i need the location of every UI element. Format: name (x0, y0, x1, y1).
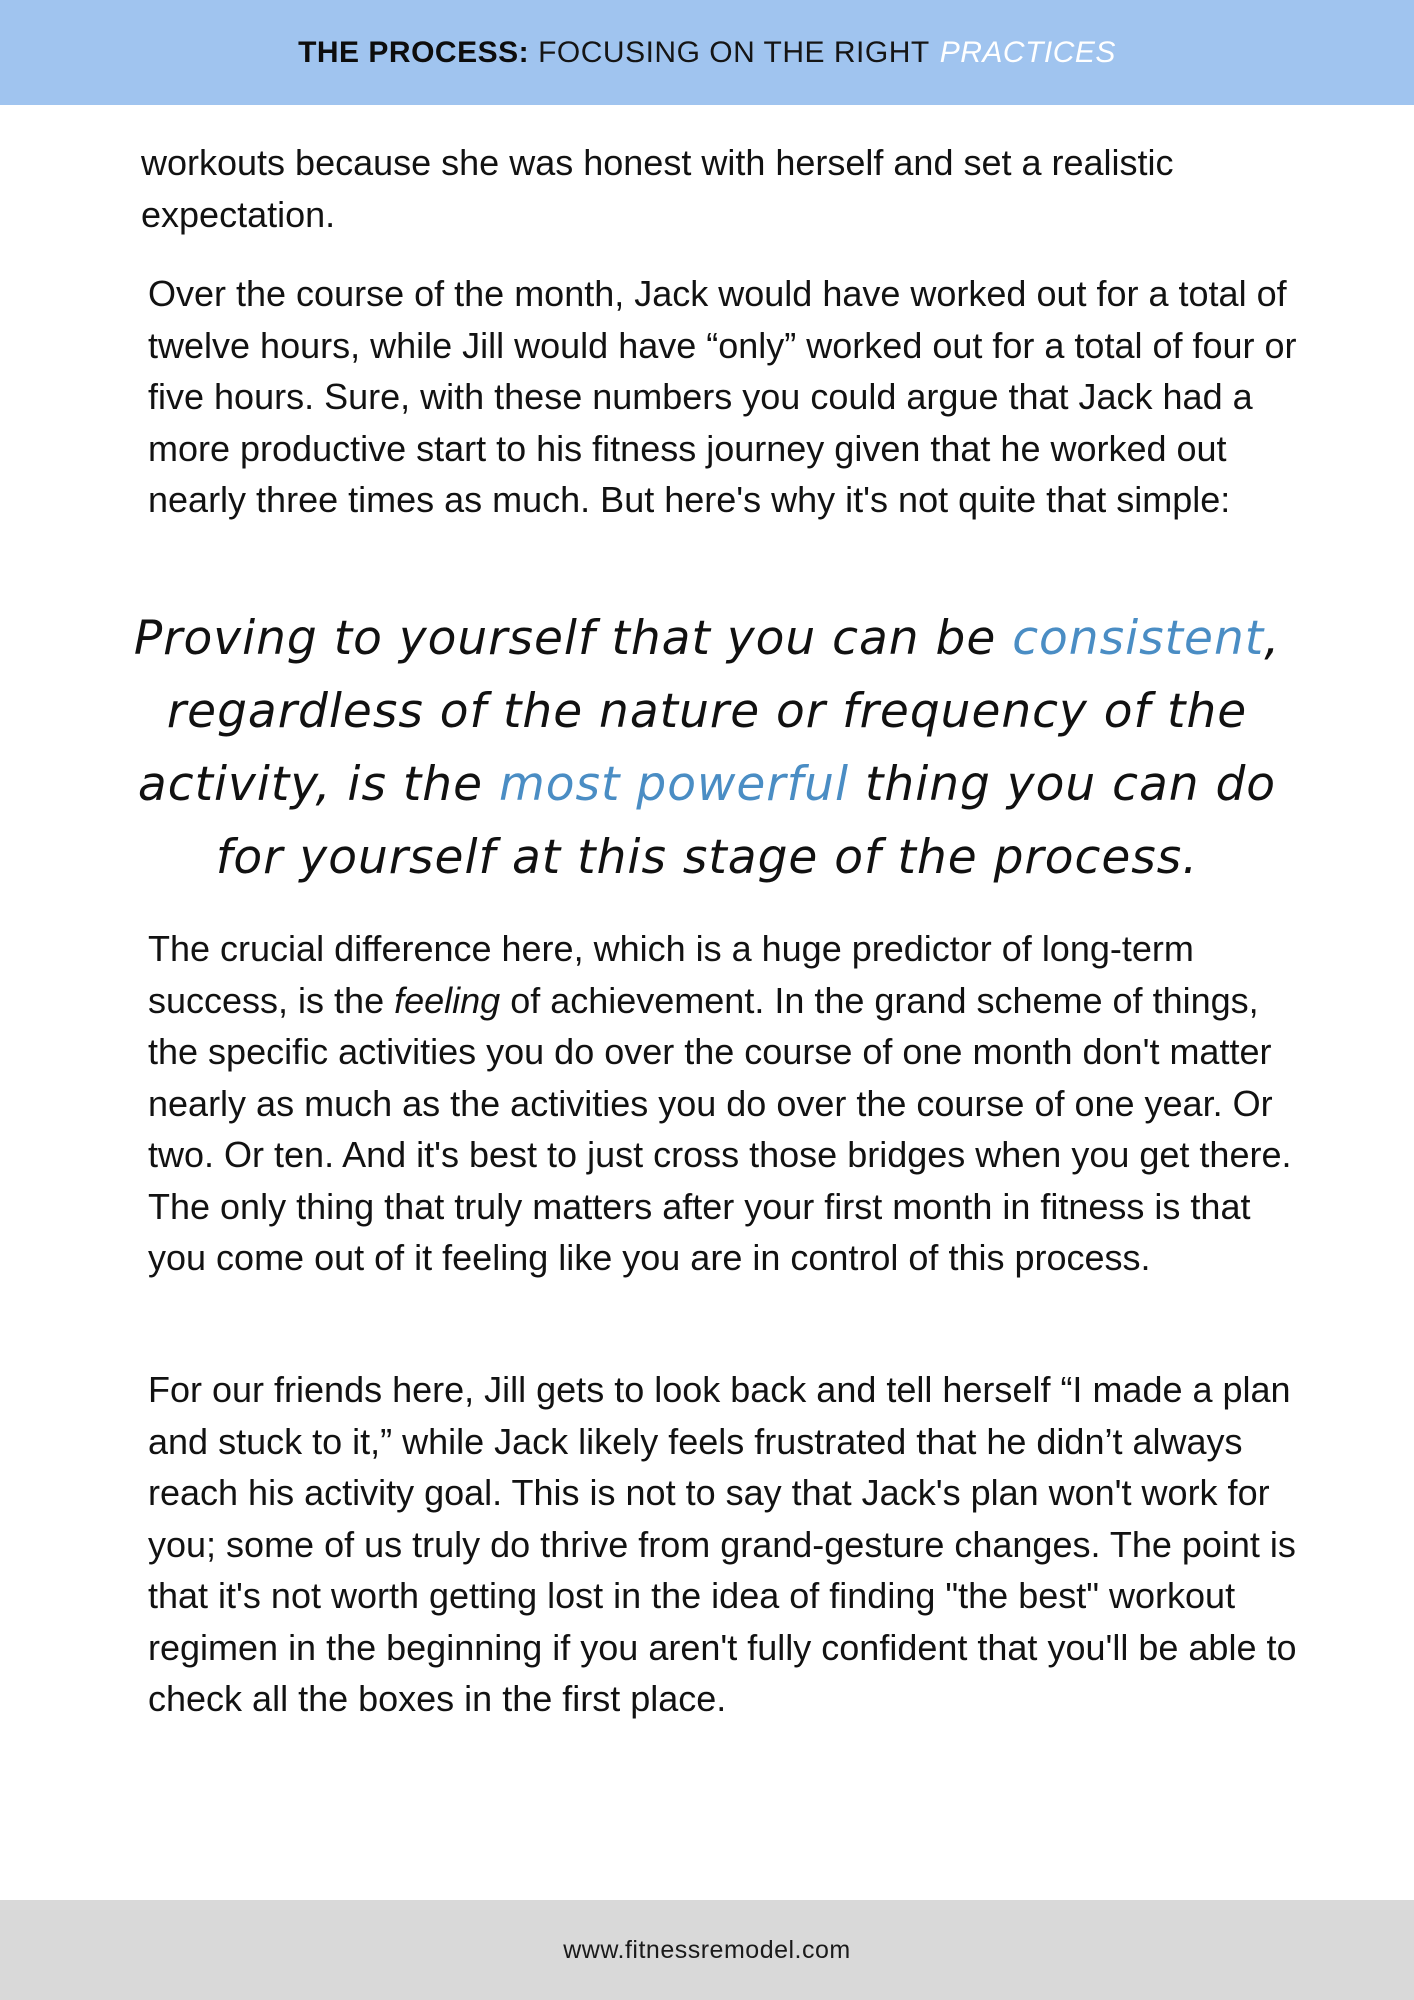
header-title-regular: FOCUSING ON THE RIGHT (538, 35, 930, 69)
pull-quote (130, 602, 1284, 894)
quote-text-part-1: Proving to yourself that you can be (133, 611, 1013, 666)
paragraph-continuation: workouts because she was honest with herself and set a realistic expectation. (141, 142, 1174, 235)
page-footer (0, 1900, 1414, 2000)
paragraph-3-emphasis: feeling (394, 979, 501, 1021)
paragraph-3-after: of achievement. In the grand scheme of things, the specific activities you do over the course of one month don't matter nearly as much as the activities you do over the course of one year. Or two. Or ten. And it's best to just cross those bridges when you get there. The only thing that truly matters after your first month in fitness is that you come out of it feeling like you are in control of this process. (148, 979, 1292, 1278)
page-header (0, 0, 1414, 105)
paragraph-crucial-difference (148, 923, 1298, 1284)
quote-text-part-3: thing you can do for yourself at this stage of the process. (215, 757, 1277, 885)
quote-text-part-2: , regardless of the nature or frequency of the activity, is the (137, 611, 1281, 812)
paragraph-our-friends: For our friends here, Jill gets to look back and tell herself “I made a plan and stuck to it,” while Jack likely feels frustrated that he didn’t always reach his activity goal. This is not to say that Jack's plan won't work for you; some of us truly do thrive from grand-gesture changes. The point is that it's not worth getting lost in the idea of finding "the best" workout regimen in the beginning if you aren't fully confident that you'll be able to check all the boxes in the first place. (148, 1369, 1297, 1719)
header-title-accent: PRACTICES (939, 35, 1116, 69)
quote-highlight-consistent: consistent (1012, 611, 1265, 666)
quote-highlight-most-powerful: most powerful (498, 757, 850, 812)
paragraph-jack-jill-hours: Over the course of the month, Jack would have worked out for a total of twelve hours, while Jill would have “only” worked out for a total of four or five hours. Sure, with these numbers you could argue that Jack had a more productive start to his fitness journey given that he worked out nearly three times as much. But here's why it's not quite that simple: (148, 273, 1297, 520)
footer-website-url: www.fitnessremodel.com (563, 1935, 851, 1964)
paragraph-3-before: The crucial difference here, which is a huge predictor of long-term success, is the (148, 928, 1194, 1021)
header-title-bold: THE PROCESS: (298, 35, 530, 69)
